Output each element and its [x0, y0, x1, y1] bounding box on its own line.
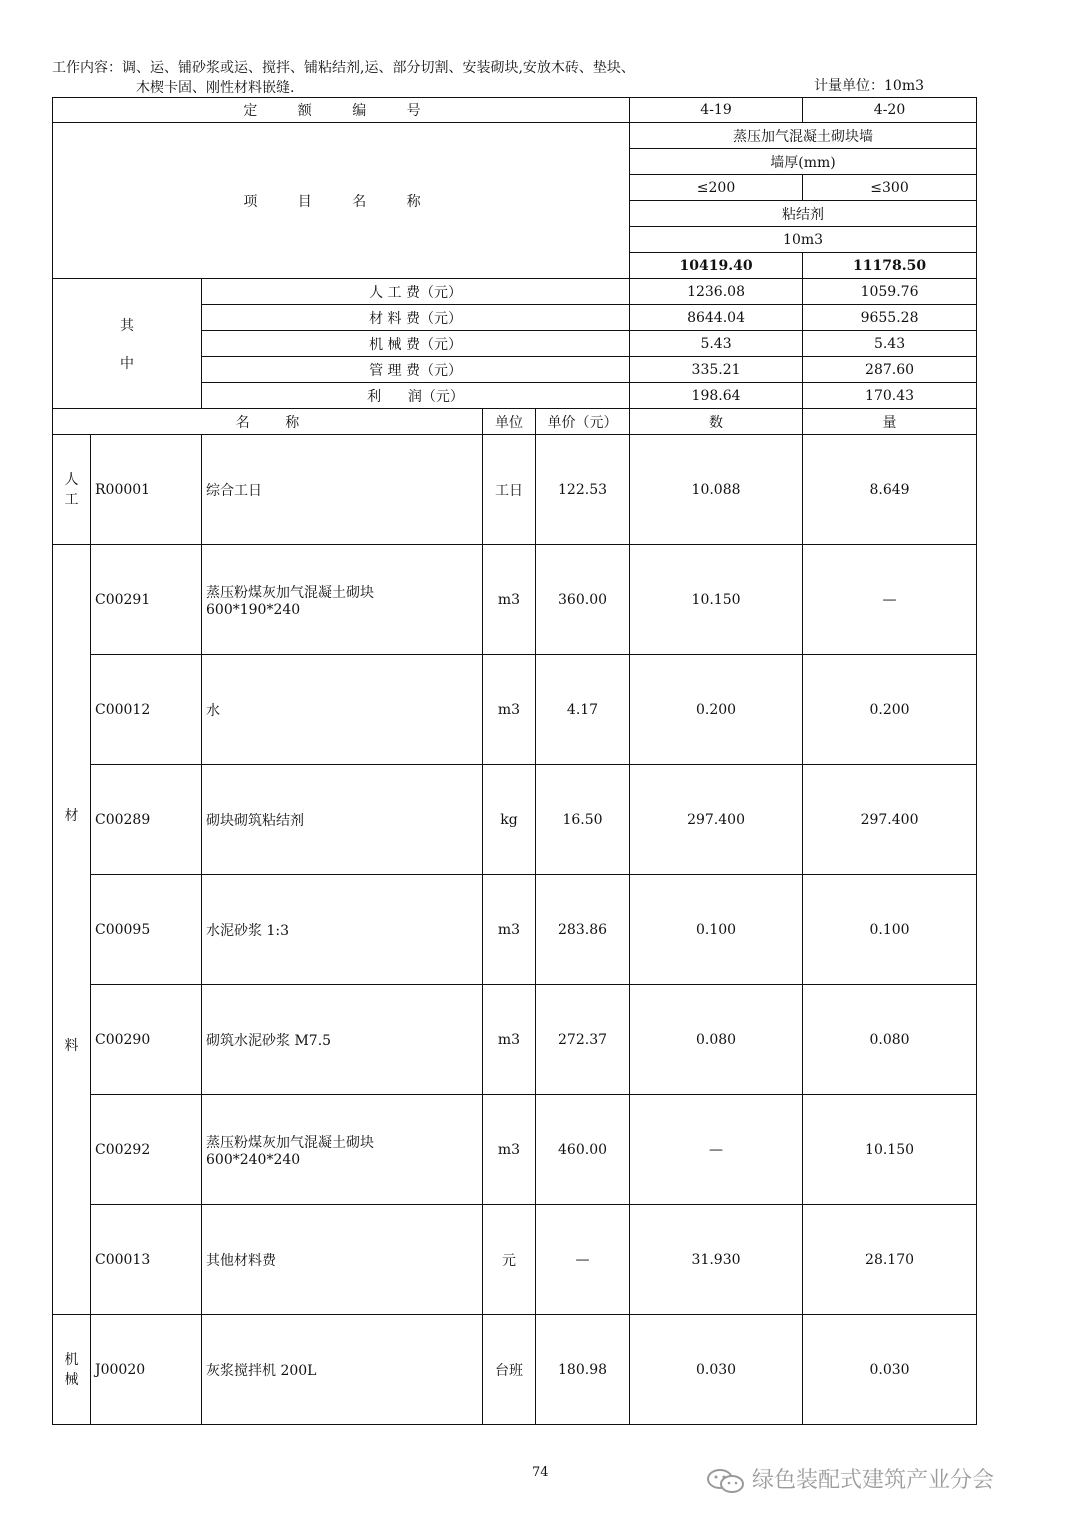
item-unit: 台班: [483, 1315, 536, 1425]
wall-thickness-label: 墙厚(mm): [630, 149, 977, 175]
item-unit: m3: [483, 545, 536, 655]
item-code: C00291: [91, 545, 202, 655]
quota-code-1: 4-19: [630, 98, 803, 123]
item-unit: m3: [483, 655, 536, 765]
item-unit: kg: [483, 765, 536, 875]
item-name: 蒸压粉煤灰加气混凝土砌块 600*190*240: [202, 545, 483, 655]
item-quantity-1: 0.200: [630, 655, 803, 765]
item-quantity-2: 0.080: [803, 985, 977, 1095]
column-header-row: [53, 409, 977, 435]
item-name: 灰浆搅拌机 200L: [202, 1315, 483, 1425]
column-quantity-header-2: 量: [803, 409, 977, 435]
item-code: J00020: [91, 1315, 202, 1425]
item-name: 砌筑水泥砂浆 M7.5: [202, 985, 483, 1095]
item-quantity-1: 31.930: [630, 1205, 803, 1315]
item-unit: m3: [483, 875, 536, 985]
column-name-header: 名 称: [53, 409, 483, 435]
item-quantity-1: 297.400: [630, 765, 803, 875]
item-name: 水: [202, 655, 483, 765]
base-price-1: 10419.40: [630, 253, 803, 279]
column-price-header: 单价（元）: [536, 409, 630, 435]
quota-code-2: 4-20: [803, 98, 977, 123]
category-materials: 材 料: [53, 545, 91, 1315]
cost-label-management: 管 理 费（元）: [202, 357, 630, 383]
item-unit: 工日: [483, 435, 536, 545]
cost-value: 170.43: [803, 383, 977, 409]
binder-label: 粘结剂: [630, 201, 977, 227]
base-price-2: 11178.50: [803, 253, 977, 279]
item-code: C00289: [91, 765, 202, 875]
wechat-icon: [706, 1468, 746, 1494]
item-quantity-1: —: [630, 1095, 803, 1205]
item-price: 283.86: [536, 875, 630, 985]
item-quantity-2: 10.150: [803, 1095, 977, 1205]
item-code: C00013: [91, 1205, 202, 1315]
item-unit: m3: [483, 1095, 536, 1205]
item-title: 蒸压加气混凝土砌块墙: [630, 123, 977, 149]
quota-table: [52, 97, 977, 1425]
category-machinery: 机 械: [53, 1315, 91, 1425]
cost-label-machinery: 机 械 费（元）: [202, 331, 630, 357]
item-quantity-2: 0.200: [803, 655, 977, 765]
item-price: 4.17: [536, 655, 630, 765]
unit-label: 10m3: [630, 227, 977, 253]
item-code: R00001: [91, 435, 202, 545]
table-row: [53, 985, 977, 1095]
item-name: 砌块砌筑粘结剂: [202, 765, 483, 875]
category-labor: 人 工: [53, 435, 91, 545]
item-quantity-2: 8.649: [803, 435, 977, 545]
item-code: C00095: [91, 875, 202, 985]
cost-label-labor: 人 工 费（元）: [202, 279, 630, 305]
cost-value: 9655.28: [803, 305, 977, 331]
column-quantity-header-1: 数: [630, 409, 803, 435]
watermark: [706, 1463, 994, 1494]
measure-unit: 计量单位：10m3: [814, 78, 924, 94]
item-price: 16.50: [536, 765, 630, 875]
thickness-value-2: ≤300: [803, 175, 977, 201]
cost-value: 5.43: [803, 331, 977, 357]
table-row: [53, 875, 977, 985]
item-name-label: 项 目 名 称: [53, 123, 630, 279]
work-content-text-1: 调、运、铺砂浆或运、搅拌、铺粘结剂,运、部分切割、安装砌块,安放木砖、垫块、: [122, 60, 635, 76]
item-price: 180.98: [536, 1315, 630, 1425]
item-name: 水泥砂浆 1:3: [202, 875, 483, 985]
table-row: [53, 655, 977, 765]
page-number: 74: [532, 1465, 549, 1480]
item-quantity-2: 0.100: [803, 875, 977, 985]
column-unit-header: 单位: [483, 409, 536, 435]
work-content-line-1: [52, 57, 635, 77]
item-price: 122.53: [536, 435, 630, 545]
item-price: —: [536, 1205, 630, 1315]
item-code: C00012: [91, 655, 202, 765]
item-quantity-2: —: [803, 545, 977, 655]
cost-value: 1059.76: [803, 279, 977, 305]
quota-code-row: [53, 98, 977, 123]
item-quantity-1: 0.030: [630, 1315, 803, 1425]
item-price: 360.00: [536, 545, 630, 655]
item-quantity-2: 28.170: [803, 1205, 977, 1315]
item-unit: 元: [483, 1205, 536, 1315]
watermark-text: 绿色装配式建筑产业分会: [752, 1468, 995, 1493]
table-row: [53, 545, 977, 655]
table-row: [53, 1315, 977, 1425]
item-quantity-2: 0.030: [803, 1315, 977, 1425]
item-quantity-2: 297.400: [803, 765, 977, 875]
cost-value: 198.64: [630, 383, 803, 409]
thickness-value-1: ≤200: [630, 175, 803, 201]
cost-value: 5.43: [630, 331, 803, 357]
item-quantity-1: 0.080: [630, 985, 803, 1095]
item-unit: m3: [483, 985, 536, 1095]
item-quantity-1: 10.150: [630, 545, 803, 655]
cost-label-material: 材 料 费（元）: [202, 305, 630, 331]
work-content-label: 工作内容：: [52, 60, 122, 76]
cost-label-profit: 利 润（元）: [202, 383, 630, 409]
item-price: 460.00: [536, 1095, 630, 1205]
quota-code-label: 定 额 编 号: [53, 98, 630, 123]
cost-value: 1236.08: [630, 279, 803, 305]
item-price: 272.37: [536, 985, 630, 1095]
item-quantity-1: 10.088: [630, 435, 803, 545]
item-quantity-1: 0.100: [630, 875, 803, 985]
of-which-label: 其 中: [53, 279, 202, 409]
work-content-line-2: 木楔卡固、刚性材料嵌缝.: [136, 80, 295, 96]
table-row: [53, 435, 977, 545]
item-code: C00290: [91, 985, 202, 1095]
table-row: [53, 1205, 977, 1315]
table-row: [53, 1095, 977, 1205]
cost-value: 335.21: [630, 357, 803, 383]
item-name: 蒸压粉煤灰加气混凝土砌块 600*240*240: [202, 1095, 483, 1205]
item-name: 综合工日: [202, 435, 483, 545]
item-code: C00292: [91, 1095, 202, 1205]
table-row: [53, 765, 977, 875]
cost-value: 8644.04: [630, 305, 803, 331]
cost-value: 287.60: [803, 357, 977, 383]
item-name: 其他材料费: [202, 1205, 483, 1315]
